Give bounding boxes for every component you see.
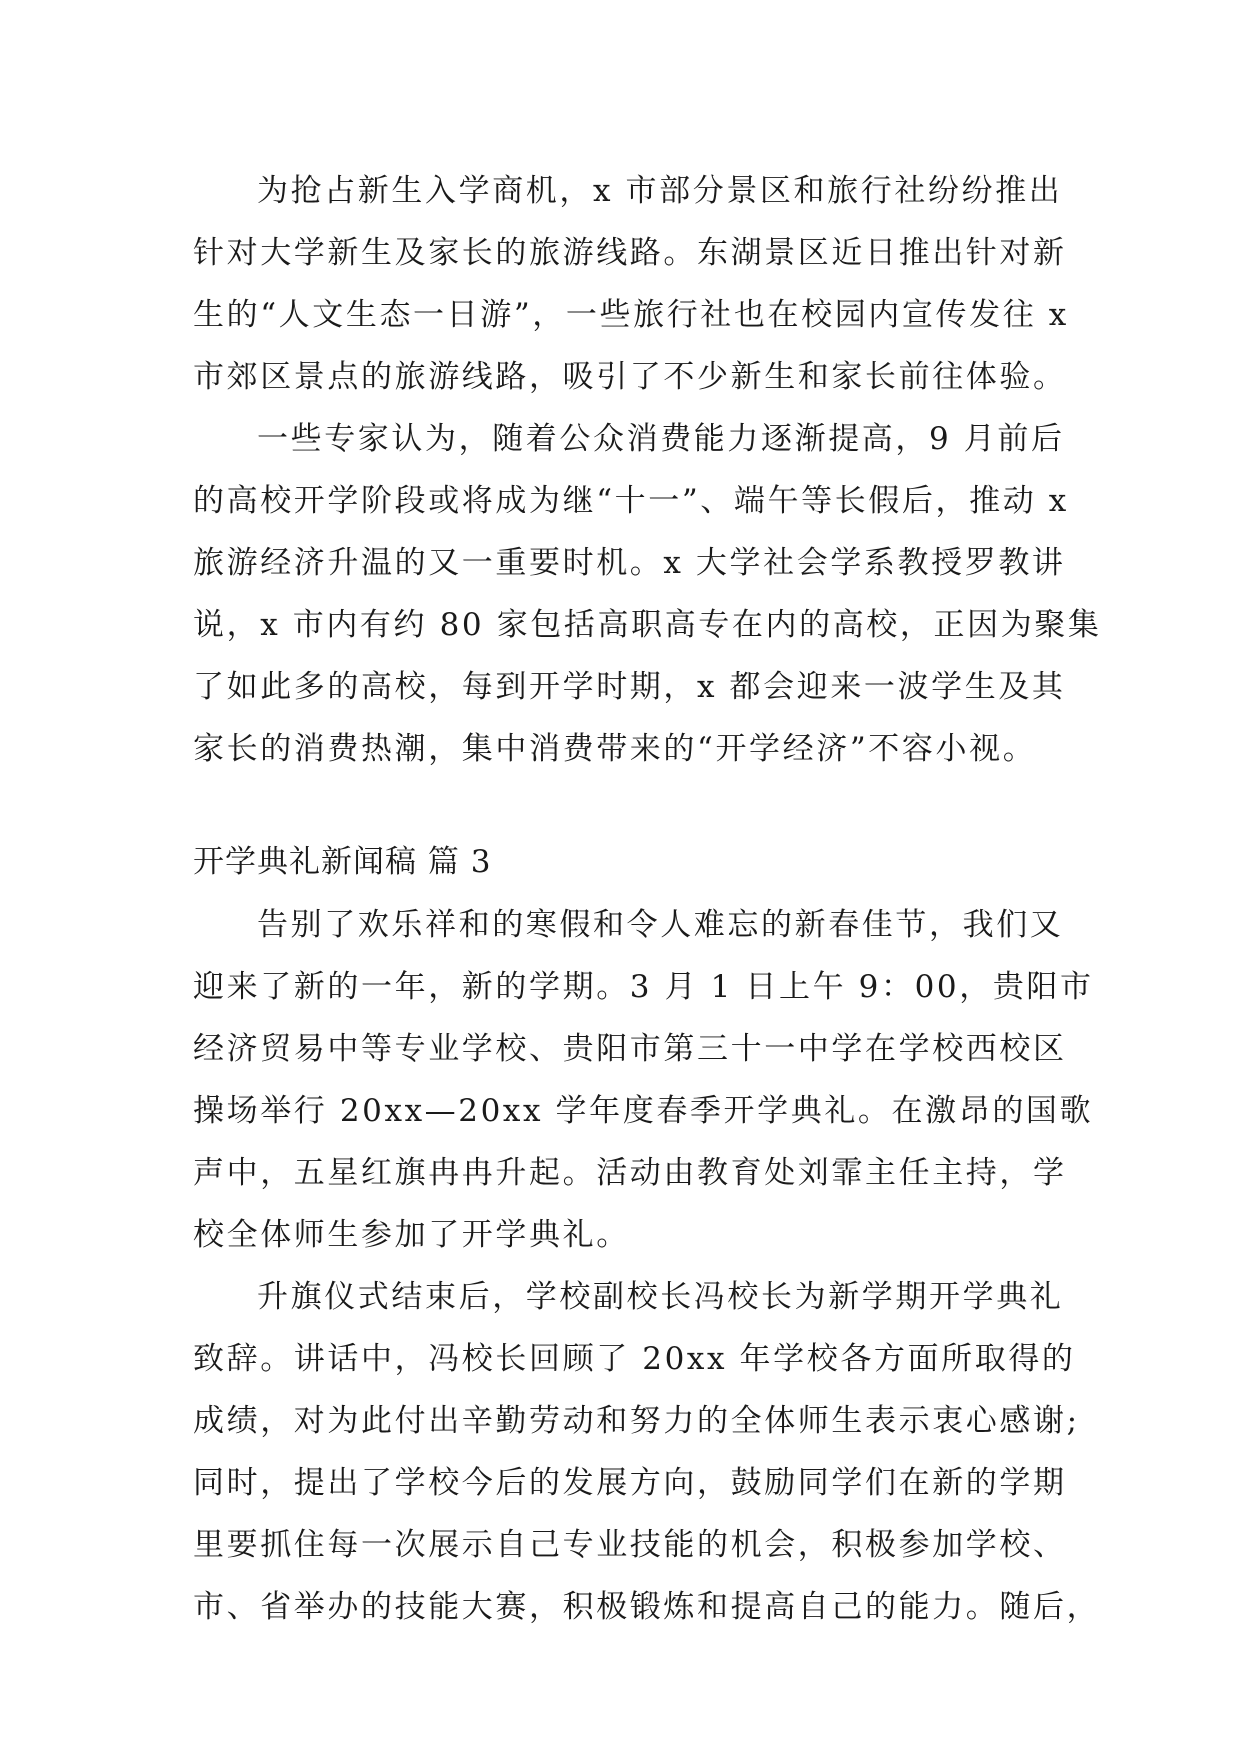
text-line: 操场举行 20xx—20xx 学年度春季开学典礼。在激昂的国歌 bbox=[193, 1093, 1094, 1129]
text-line: 为抢占新生入学商机，x 市部分景区和旅行社纷纷推出 bbox=[257, 173, 1063, 209]
text-line: 迎来了新的一年，新的学期。3 月 1 日上午 9：00，贵阳市 bbox=[193, 969, 1094, 1005]
text-line: 的高校开学阶段或将成为继“十一”、端午等长假后，推动 x bbox=[193, 483, 1069, 519]
text-line: 同时，提出了学校今后的发展方向，鼓励同学们在新的学期 bbox=[193, 1465, 1067, 1501]
text-line: 里要抓住每一次展示自己专业技能的机会，积极参加学校、 bbox=[193, 1527, 1067, 1563]
text-line: 生的“人文生态一日游”，一些旅行社也在校园内宣传发往 x bbox=[193, 297, 1069, 333]
text-line: 旅游经济升温的又一重要时机。x 大学社会学系教授罗教讲 bbox=[193, 545, 1066, 581]
text-line: 针对大学新生及家长的旅游线路。东湖景区近日推出针对新 bbox=[193, 235, 1067, 271]
paragraph bbox=[193, 408, 1102, 780]
text-line: 校全体师生参加了开学典礼。 bbox=[193, 1217, 630, 1253]
text-line: 说，x 市内有约 80 家包括高职高专在内的高校，正因为聚集 bbox=[193, 607, 1102, 643]
text-line: 成绩，对为此付出辛勤劳动和努力的全体师生表示衷心感谢; bbox=[193, 1403, 1080, 1439]
text-line: 一些专家认为，随着公众消费能力逐渐提高，9 月前后 bbox=[257, 421, 1065, 457]
text-line: 声中，五星红旗冉冉升起。活动由教育处刘霏主任主持，学 bbox=[193, 1155, 1067, 1191]
text-line: 升旗仪式结束后，学校副校长冯校长为新学期开学典礼 bbox=[257, 1279, 1064, 1315]
text-line: 市、省举办的技能大赛，积极锻炼和提高自己的能力。随后， bbox=[193, 1589, 1101, 1625]
text-line: 了如此多的高校，每到开学时期，x 都会迎来一波学生及其 bbox=[193, 669, 1066, 705]
document-body bbox=[193, 160, 1102, 1638]
paragraph-gap bbox=[193, 780, 1055, 830]
text-line: 告别了欢乐祥和的寒假和令人难忘的新春佳节，我们又 bbox=[257, 907, 1064, 943]
text-line: 家长的消费热潮，集中消费带来的“开学经济”不容小视。 bbox=[193, 731, 1037, 767]
section-heading: 开学典礼新闻稿 篇 3 bbox=[193, 844, 492, 880]
text-line: 致辞。讲话中，冯校长回顾了 20xx 年学校各方面所取得的 bbox=[193, 1341, 1076, 1377]
paragraph bbox=[193, 160, 1069, 408]
paragraph bbox=[193, 894, 1094, 1266]
text-line: 经济贸易中等专业学校、贵阳市第三十一中学在学校西校区 bbox=[193, 1031, 1067, 1067]
paragraph bbox=[193, 1266, 1101, 1638]
text-line: 市郊区景点的旅游线路，吸引了不少新生和家长前往体验。 bbox=[193, 359, 1067, 395]
